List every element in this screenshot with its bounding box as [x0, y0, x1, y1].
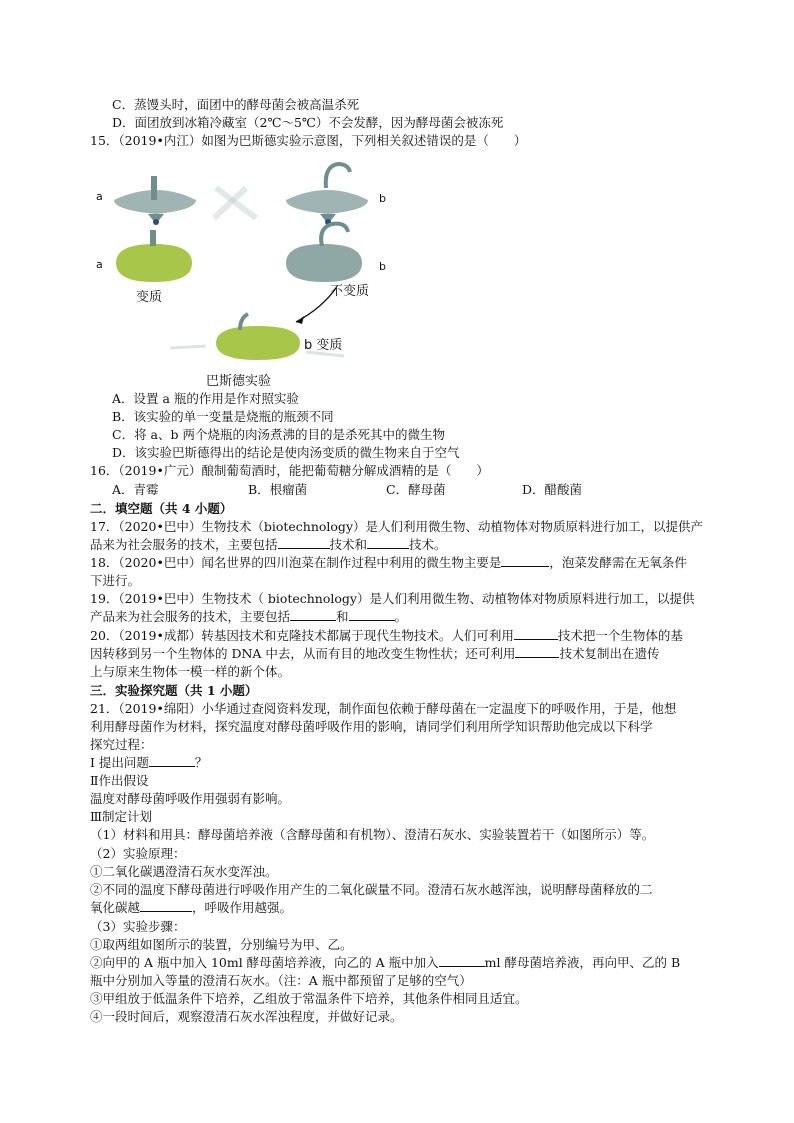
q14-option-d: D．面团放到冰箱冷藏室（2℃～5℃）不会发酵，因为酵母菌会被冻死: [112, 115, 504, 130]
q20-blank-2[interactable]: [515, 645, 559, 658]
q17-text-2: 技术和: [329, 537, 368, 552]
q16-option-c: C．酵母菌: [386, 482, 446, 497]
q20-text-2: 技术把一个生物体的基: [557, 628, 683, 643]
q16-options: [112, 481, 583, 499]
q15-option-b: B．该实验的单一变量是烧瓶的瓶颈不同: [112, 409, 334, 424]
q21-principle-2: ②不同的温度下酵母菌进行呼吸作用产生的二氧化碳量不同。澄清石灰水越浑浊，说明酵母菌释放的二: [90, 882, 653, 897]
q21-hypothesis-heading: Ⅱ作出假设: [90, 773, 149, 788]
q19-text-2: 和: [336, 609, 349, 624]
q15-stem: 15．（2019•内江）如图为巴斯德实验示意图，下列相关叙述错误的是（ ）: [90, 133, 527, 148]
q19-text-3: 。: [394, 609, 408, 624]
section-experiment-heading: 三．实验探究题（共 1 小题）: [90, 683, 258, 698]
q17-text-1: 品来为社会服务的技术，主要包括: [90, 537, 278, 552]
q21-plan-heading: Ⅲ制定计划: [90, 809, 153, 824]
flask-b-spoiled: [216, 314, 300, 360]
q18-blank-1[interactable]: [501, 554, 549, 567]
q20-line1: [90, 627, 683, 645]
q21-line3: 探究过程：: [90, 737, 153, 752]
q17-blank-2[interactable]: [367, 536, 409, 549]
label-spoiled: 变质: [136, 290, 163, 305]
q20-text-3: 因转移到另一个生物体的 DNA 中去，从而有目的地改变生物性状；还可利用: [90, 646, 516, 661]
q21-materials: （1）材料和用具：酵母菌培养液（含酵母菌和有机物）、澄清石灰水、实验装置若干（如图所示）等。: [90, 827, 655, 842]
q15-option-d: D．该实验巴斯德得出的结论是使肉汤变质的微生物来自于空气: [112, 445, 460, 460]
q16-option-d: D．醋酸菌: [522, 482, 583, 497]
q16-option-a: A．青霉: [112, 482, 159, 497]
flask-b-not-spoiled: [286, 224, 362, 282]
label-b-top: b: [379, 192, 386, 205]
q15-option-a: A．设置 a 瓶的作用是作对照实验: [112, 391, 299, 406]
q17-text-3: 技术。: [409, 537, 447, 552]
q19-line1: 19．（2019•巴中）生物技术（ biotechnology）是人们利用微生物、动植物体对物质原料进行加工，以提供: [90, 591, 695, 606]
q19-line2: [90, 608, 407, 626]
q21-blank-question[interactable]: [149, 754, 195, 767]
q21-question-mark: ？: [194, 755, 208, 770]
figure-caption: 巴斯德实验: [206, 374, 272, 389]
q18-text-2: ，泡菜发酵需在无氧条件: [549, 555, 687, 570]
q17-line2: [90, 536, 447, 554]
q21-steps-heading: （3）实验步骤：: [90, 919, 186, 934]
q14-option-c: C．蒸馒头时，面团中的酵母菌会被高温杀死: [112, 97, 360, 112]
q21-step-2-cont: 瓶中分别加入等量的澄清石灰水。（注：A 瓶中都预留了足够的空气）: [90, 973, 472, 988]
q16-stem: 16．（2019•广元）酿制葡萄酒时，能把葡萄糖分解成酒精的是（ ）: [90, 463, 489, 478]
flask-a-spoiled: [116, 230, 192, 282]
q21-step-2-text-2: ml 酵母菌培养液，再向甲、乙的 B: [484, 955, 681, 970]
q21-line1: 21．（2019•绵阳）小华通过查阅资料发现，制作面包依赖于酵母菌在一定温度下的呼吸作用，于是，他想: [90, 701, 677, 716]
label-b-spoiled: b 变质: [304, 338, 343, 353]
flask-b-heating: [286, 164, 368, 225]
q21-raise-question: [90, 754, 207, 772]
q20-text-1: 20．（2019•成都）转基因技术和克隆技术都属于现代生物技术。人们可利用: [90, 628, 514, 643]
q21-text-question: I 提出问题: [90, 755, 149, 770]
q20-text-4: 技术复制出在遗传: [559, 646, 660, 661]
q20-blank-1[interactable]: [514, 627, 558, 640]
q21-step-1: ①取两组如图所示的装置，分别编号为甲、乙。: [90, 937, 353, 952]
q21-step-3: ③甲组放于低温条件下培养，乙组放于常温条件下培养，其他条件相同且适宜。: [90, 991, 528, 1006]
q21-step-2-text-1: ②向甲的 A 瓶中加入 10ml 酵母菌培养液，向乙的 A 瓶中加入: [90, 955, 439, 970]
q21-step-4: ④一段时间后，观察澄清石灰水浑浊程度，并做好记录。: [90, 1009, 403, 1024]
q18-line2: 下进行。: [90, 573, 141, 588]
q20-line3: 上与原来生物体一模一样的新个体。: [90, 664, 291, 679]
q19-text-1: 产品来为社会服务的技术，主要包括: [90, 609, 291, 624]
label-b-mid: b: [379, 260, 386, 273]
q17-line1: 17．（2020•巴中）生物技术（biotechnology）是人们利用微生物、动植物体对物质原料进行加工，以提供产: [90, 519, 704, 534]
q19-blank-2[interactable]: [349, 608, 395, 621]
q17-blank-1[interactable]: [278, 536, 330, 549]
label-a-mid: a: [96, 258, 103, 271]
flask-a-heating: [114, 176, 196, 225]
q19-blank-1[interactable]: [290, 608, 336, 621]
q21-hypothesis: 温度对酵母菌呼吸作用强弱有影响。: [90, 791, 291, 806]
section-fill-blank-heading: 二．填空题（共 4 小题）: [90, 501, 233, 516]
label-a-top: a: [96, 190, 103, 203]
q18-line1: [90, 554, 687, 572]
pasteur-experiment-figure: [96, 158, 396, 398]
q21-blank-volume[interactable]: [439, 954, 485, 967]
pasteur-diagram: [96, 158, 396, 398]
q16-option-b: B．根瘤菌: [248, 482, 308, 497]
q18-text-1: 18．（2020•巴中）闻名世界的四川泡菜在制作过程中利用的微生物主要是: [90, 555, 502, 570]
q15-option-c: C．将 a、b 两个烧瓶的肉汤煮沸的目的是杀死其中的微生物: [112, 427, 445, 442]
q20-line2: [90, 645, 659, 663]
q21-principle-1: ①二氧化碳遇澄清石灰水变浑浊。: [90, 864, 278, 879]
q21-principle-2-cont: [90, 899, 292, 917]
q21-text-co2: 氧化碳越: [90, 900, 141, 915]
q21-step-2: [90, 954, 680, 972]
q21-blank-co2[interactable]: [140, 899, 192, 912]
label-not-spoiled: 不变质: [330, 284, 370, 299]
q21-text-co2-end: ，呼吸作用越强。: [192, 900, 293, 915]
q21-line2: 利用酵母菌作为材料，探究温度对酵母菌呼吸作用的影响，请同学们利用所学知识帮助他完成以下科学: [90, 719, 653, 734]
q21-principle-heading: （2）实验原理：: [90, 846, 186, 861]
